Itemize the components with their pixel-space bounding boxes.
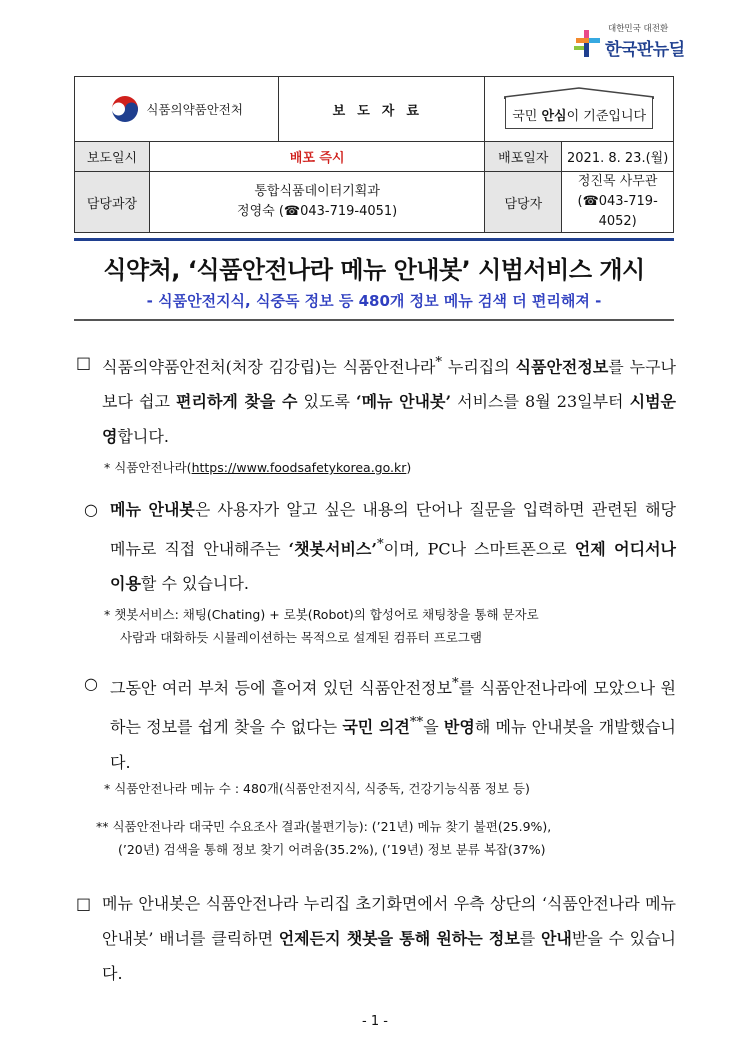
- dept-value: [150, 172, 485, 233]
- paragraph-2: [84, 492, 676, 601]
- footnote-1: [104, 456, 676, 479]
- slogan-text-b: 안심: [541, 109, 567, 124]
- p2-footnote-marker: *: [376, 537, 384, 552]
- report-date-label: 보도일시: [75, 142, 150, 172]
- p2-text-d: 이며, PC나 스마트폰으로: [383, 539, 575, 559]
- footnote-2-line-2: 사람과 대화하듯 시뮬레이션하는 목적으로 설계된 컴퓨터 프로그램: [120, 630, 482, 645]
- contact-value: [562, 172, 674, 233]
- korea-government-emblem-icon: [110, 94, 140, 124]
- foodsafetykorea-link[interactable]: https://www.foodsafetykorea.go.kr: [191, 460, 407, 475]
- footnote-4-line-1: ** 식품안전나라 대국민 수요조사 결과(불편기능): (’21년) 메뉴 찾기 불편(25.9%),: [96, 819, 552, 834]
- p1-text-a: 식품의약품안전처(처장 김강립)는 식품안전나라: [102, 357, 436, 377]
- footnote-1-close: ): [406, 460, 412, 475]
- logo-subtitle: 대한민국 대전환: [608, 24, 669, 34]
- p3-bold-c: 국민 의견: [342, 717, 410, 737]
- p3-footnote-marker: *: [451, 676, 459, 691]
- p1-text-b: 누리집의: [442, 357, 516, 377]
- slogan-roof-icon: [504, 87, 654, 99]
- footnote-3: [104, 777, 678, 800]
- p3-bold-e: 반영: [443, 717, 475, 737]
- ministry-name: 식품의약품안전처: [146, 102, 243, 117]
- p2-bold-c: ‘챗봇서비스’: [288, 539, 377, 559]
- square-bullet-icon: □: [76, 353, 92, 372]
- p3-text-d: 을: [423, 717, 444, 737]
- headline: 식약처, ‘식품안전나라 메뉴 안내봇’ 시범서비스 개시: [103, 256, 645, 284]
- contact-phone: (☎043-719-4052): [577, 194, 658, 229]
- circle-bullet-icon: ○: [84, 500, 98, 519]
- slogan-text-c: 이 기준입니다: [566, 109, 647, 124]
- p4-text-e: 받을 수 있습니다.: [102, 929, 676, 983]
- p4-bold-d: 안내: [540, 929, 572, 948]
- paragraph-1: [76, 345, 676, 454]
- new-deal-emblem-icon: [572, 28, 602, 62]
- slogan-cell: [485, 77, 674, 142]
- p4-bold-b: 언제든지 챗봇을 통해 원하는 정보: [278, 929, 520, 948]
- p1-bold-c: 식품안전정보: [515, 357, 609, 377]
- footnote-3-text: * 식품안전나라 메뉴 수 : 480개(식품안전지식, 식중독, 건강기능식품 정보 등): [104, 781, 530, 796]
- footnote-4-line-2: (’20년) 검색을 통해 정보 찾기 어려움(35.2%), (’19년) 정보 분류 복잡(37%): [118, 842, 546, 857]
- p1-bold-e: 편리하게 찾을 수: [176, 392, 298, 412]
- dept-name: 통합식품데이터기획과: [254, 184, 380, 199]
- contact-name: 정진목 사무관: [577, 174, 658, 189]
- p1-bold-i: 시범운영: [102, 392, 676, 447]
- p1-footnote-marker: *: [435, 355, 442, 370]
- dept-head: 정영숙 (☎043-719-4051): [237, 204, 398, 219]
- p3-text-a: 그동안 여러 부처 등에 흩어져 있던 식품안전정보: [110, 678, 452, 698]
- title-top-rule: [74, 238, 674, 241]
- p1-bold-g: ‘메뉴 안내봇’: [356, 392, 452, 412]
- square-bullet-icon: □: [76, 894, 92, 913]
- p1-text-f: 있도록: [297, 392, 356, 412]
- footnote-2: [104, 603, 678, 649]
- p4-text-c: 를: [519, 929, 541, 948]
- page-number: - 1 -: [362, 1014, 388, 1029]
- footnote-2-line-1: * 챗봇서비스: 채팅(Chating) + 로봇(Robot)의 합성어로 채팅창을 통해 문자로: [104, 607, 539, 622]
- release-date-label: 배포일자: [485, 142, 562, 172]
- dept-label: 담당과장: [75, 172, 150, 233]
- slogan-box: [505, 97, 653, 129]
- p1-text-d: 를 누구나 보다 쉽고: [102, 357, 676, 412]
- korean-new-deal-logo: [572, 22, 687, 70]
- circle-bullet-icon: ○: [84, 674, 98, 693]
- ministry-cell: [75, 77, 279, 142]
- title-bottom-rule: [74, 319, 674, 321]
- p1-text-h: 서비스를 8월 23일부터: [451, 392, 630, 412]
- logo-title: 한국판뉴딜: [605, 40, 685, 60]
- p2-text-f: 할 수 있습니다.: [140, 574, 249, 594]
- slogan-text-a: 국민: [512, 109, 542, 124]
- p1-text-j: 합니다.: [117, 427, 169, 447]
- paragraph-3: [84, 666, 677, 780]
- p3-text-f: 해 메뉴 안내봇을 개발했습니다.: [110, 717, 676, 772]
- p2-text-b: 은 사용자가 알고 싶은 내용의 단어나 질문을 입력하면 관련된 해당 메뉴로 직접 안내해주는: [110, 500, 676, 559]
- p2-bold-e: 언제 어디서나 이용: [110, 539, 676, 594]
- footnote-1-text: * 식품안전나라(: [104, 460, 192, 475]
- paragraph-4: [76, 886, 676, 991]
- press-header-table: [74, 76, 674, 233]
- contact-label: 담당자: [485, 172, 562, 233]
- report-date-value: 배포 즉시: [150, 142, 485, 172]
- p4-text-a: 메뉴 안내봇은 식품안전나라 누리집 초기화면에서 우측 상단의 ‘식품안전나라 메뉴 안내봇’ 배너를 클릭하면: [102, 894, 676, 948]
- footnote-4: [96, 815, 678, 861]
- press-release-title: 보도자료: [279, 77, 485, 142]
- p2-bold-a: 메뉴 안내봇: [110, 500, 195, 519]
- p3-text-b: 를 식품안전나라에 모았으나 원하는 정보를 쉽게 찾을 수 없다는: [110, 678, 677, 737]
- p3-footnote-marker-2: **: [409, 715, 424, 731]
- subheadline: - 식품안전지식, 식중독 정보 등 480개 정보 메뉴 검색 더 편리해져 -: [146, 292, 602, 310]
- release-date-value: 2021. 8. 23.(월): [562, 142, 674, 172]
